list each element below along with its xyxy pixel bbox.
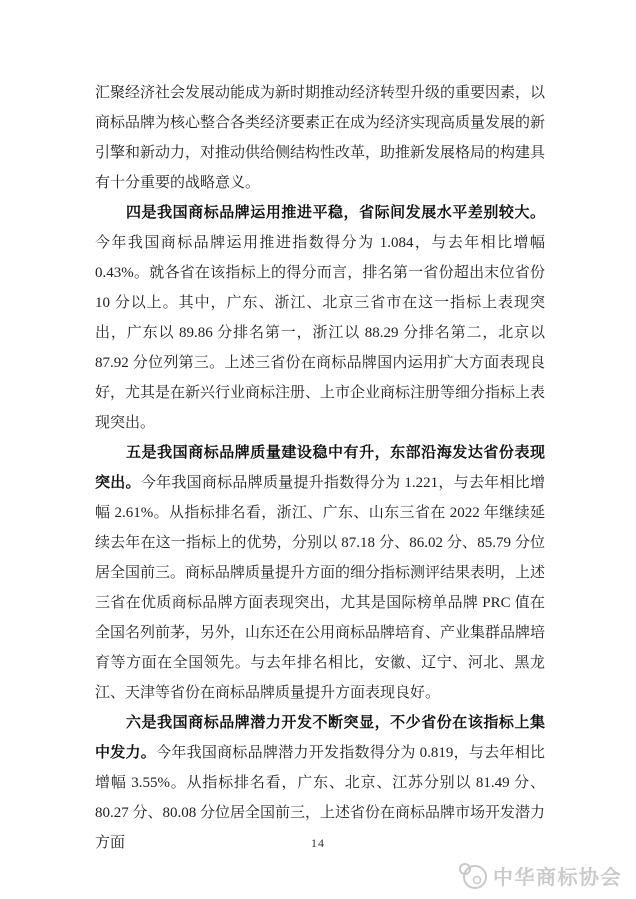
paragraph <box>95 78 545 198</box>
body-text-block <box>95 78 545 858</box>
watermark-text: 中华商标协会 <box>493 867 622 889</box>
paragraph <box>95 438 545 708</box>
paragraph-lead-bold: 四是我国商标品牌运用推进平稳，省际间发展水平差别较大。 <box>126 205 545 221</box>
paragraph-text: 今年我国商标品牌质量提升指数得分为 1.221，与去年相比增幅 2.61%。从指标排名看，浙江、广东、山东三省在 2022 年继续延续去年在这一指标上的优势，分别以 87.18 分、86.02 分、85.79 分位居全国前三。商标品牌质量提升方面的细分指标测评结果表明，上述三省在优质商标品牌方面表现突出，尤其是国际榜单品牌 PRC 值在全国名列前茅，另外，山东还在公用商标品牌培育、产业集群品牌培育等方面在全国领先。与去年排名相比，安徽、辽宁、河北、黑龙江、天津等省份在商标品牌质量提升方面表现良好。 <box>95 475 546 701</box>
trademark-association-logo-icon <box>457 862 487 890</box>
paragraph-lead-bold: 六是我国商标品牌潜力开发不断突显，不少省份在该指标上集中发力。 <box>95 715 545 761</box>
paragraph-text: 汇聚经济社会发展动能成为新时期推动经济转型升级的重要因素，以商标品牌为核心整合各类经济要素正在成为经济实现高质量发展的新引擎和新动力，对推动供给侧结构性改革，助推新发展格局的构建具有十分重要的战略意义。 <box>95 85 546 191</box>
paragraph-text: 今年我国商标品牌运用推进指数得分为 1.084，与去年相比增幅 0.43%。就各省在该指标上的得分而言，排名第一省份超出末位省份 10 分以上。其中，广东、浙江、北京三省市在这一指标上表现突出，广东以 89.86 分排名第一，浙江以 88.29 分排名第二，北京以 87.92 分位列第三。上述三省份在商标品牌国内运用扩大方面表现良好，尤其是在新兴行业商标注册、上市企业商标注册等细分指标上表现突出。 <box>95 235 546 431</box>
paragraph-lead-bold: 五是我国商标品牌质量建设稳中有升，东部沿海发达省份表现突出。 <box>95 445 545 491</box>
watermark <box>457 861 622 890</box>
page-number: 14 <box>311 836 325 850</box>
paragraph <box>95 198 545 438</box>
paragraph-text: 今年我国商标品牌潜力开发指数得分为 0.819，与去年相比增幅 3.55%。从指标排名看，广东、北京、江苏分别以 81.49 分、80.27 分、80.08 分位居全国前三，上述省份在商标品牌市场开发潜力方面 <box>95 745 546 851</box>
